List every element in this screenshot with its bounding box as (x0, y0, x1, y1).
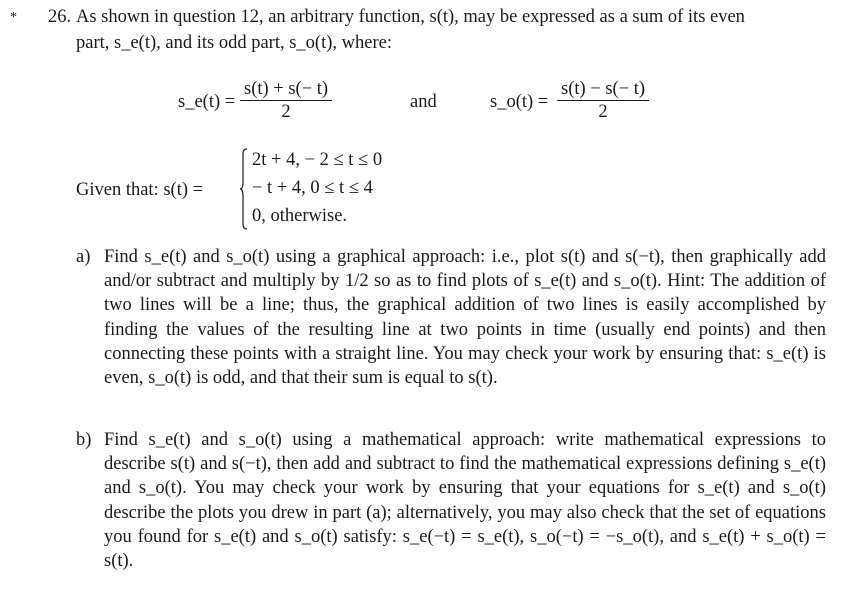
se-denominator: 2 (281, 102, 291, 122)
case-3: 0, otherwise. (252, 206, 348, 226)
bullet-marker: * (10, 10, 17, 25)
part-a-label: a) (76, 247, 91, 267)
problem-intro-line2: part, s_e(t), and its odd part, s_o(t), where: (76, 33, 392, 53)
se-fraction (240, 78, 332, 123)
part-b-text: Find s_e(t) and s_o(t) using a mathematical approach: write mathematical expressions to describe s(t) and s(−t), then add and subtract to find the mathematical expressions defining s_e(t) and s_o(t). You may check your work by ensuring that your equations for s_e(t) and s_o(t) describe the plots you drew in part (a); alternatively, you may also check that the set of equations you found for s_e(t) and s_o(t) satisfy: s_e(−t) = s_e(t), s_o(−t) = −s_o(t), and s_e(t) + s_o(t) = s(t). (104, 430, 826, 572)
and-word: and (410, 92, 437, 112)
problem-intro-line1: As shown in question 12, an arbitrary function, s(t), may be expressed as a sum of its even (76, 7, 745, 27)
case-2: − t + 4, 0 ≤ t ≤ 4 (252, 178, 373, 198)
se-lhs: s_e(t) = (178, 92, 236, 112)
so-fraction (557, 78, 649, 123)
left-brace-icon (240, 148, 248, 230)
problem-number: 26. (48, 7, 72, 27)
so-denominator: 2 (598, 102, 608, 122)
se-numerator: s(t) + s(− t) (240, 78, 332, 101)
given-label: Given that: s(t) = (76, 180, 204, 200)
part-b (76, 428, 826, 573)
part-a-text: Find s_e(t) and s_o(t) using a graphical approach: i.e., plot s(t) and s(−t), then graphically add and/or subtract and multiply by 1/2 so as to find plots of s_e(t) and s_o(t). Hint: The addition of two lines will be a line; thus, the graphical addition of two lines is easily accomplished by finding the values of the resulting line at two points in time (usually end points) and then connecting these points with a straight line. You may check your work by ensuring that: s_e(t) is even, s_o(t) is odd, and that their sum is equal to s(t). (104, 247, 826, 389)
so-lhs: s_o(t) = (490, 92, 549, 112)
part-a (76, 245, 826, 390)
so-numerator: s(t) − s(− t) (557, 78, 649, 101)
part-b-label: b) (76, 430, 92, 450)
case-1: 2t + 4, − 2 ≤ t ≤ 0 (252, 150, 383, 170)
